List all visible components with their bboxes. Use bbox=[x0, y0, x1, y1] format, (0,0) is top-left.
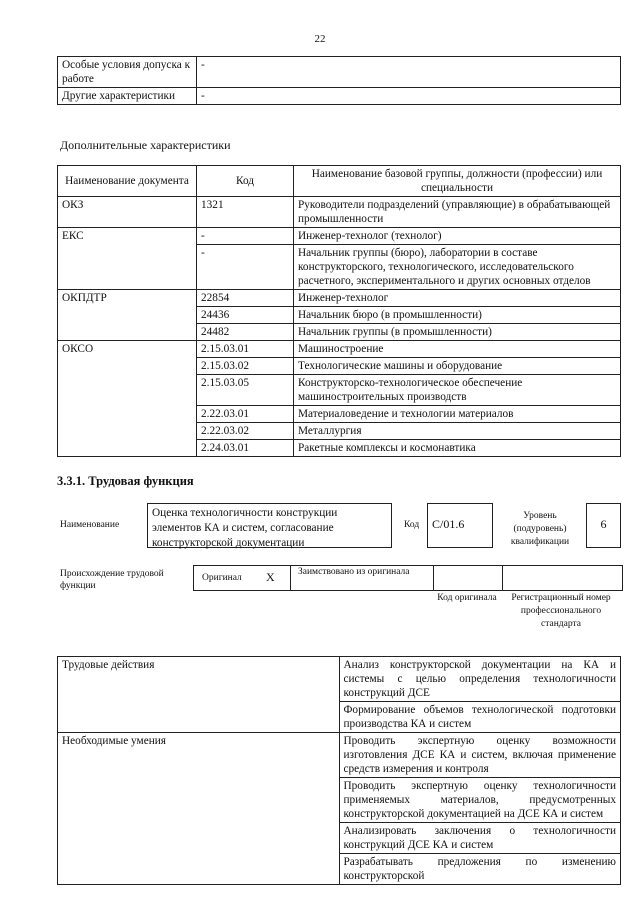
name-cell: Начальник группы (в промышленности) bbox=[294, 324, 621, 341]
item-cell: Разрабатывать предложения по изменению конструкторской bbox=[339, 854, 621, 885]
reg-number-label: Регистрационный номер профессионального стандарта bbox=[511, 593, 611, 629]
conditions-table bbox=[57, 56, 621, 105]
actions-table-body bbox=[58, 657, 621, 885]
item-cell: Анализ конструкторской документации на КА и системы с целью определения технологичности конструкций ДСЕ bbox=[339, 657, 621, 702]
group-label: Необходимые умения bbox=[58, 733, 340, 885]
divider bbox=[433, 566, 434, 590]
original-mark: X bbox=[266, 570, 275, 584]
name-cell: Технологические машины и оборудование bbox=[294, 358, 621, 375]
doc-cell: ЕКС bbox=[58, 228, 197, 290]
condition-value: - bbox=[197, 57, 621, 88]
actions-table bbox=[57, 656, 621, 885]
page-number: 22 bbox=[314, 33, 326, 45]
table-row bbox=[58, 341, 621, 358]
item-cell: Формирование объемов технологической подготовки производства КА и систем bbox=[339, 702, 621, 733]
code-cell: - bbox=[197, 228, 294, 245]
table-header-row bbox=[58, 166, 621, 197]
code-cell: 2.24.03.01 bbox=[197, 440, 294, 457]
code-cell: 2.15.03.02 bbox=[197, 358, 294, 375]
header-name: Наименование базовой группы, должности (профессии) или специальности bbox=[294, 166, 621, 197]
name-cell: Конструкторско-технологическое обеспечение машиностроительных производств bbox=[294, 375, 621, 406]
borrowed-label: Заимствовано из оригинала bbox=[298, 567, 410, 577]
name-cell: Инженер-технолог (технолог) bbox=[294, 228, 621, 245]
table-row bbox=[58, 57, 621, 88]
divider bbox=[290, 566, 291, 590]
code-original-label: Код оригинала bbox=[437, 593, 497, 603]
table-row bbox=[58, 228, 621, 245]
name-cell: Машиностроение bbox=[294, 341, 621, 358]
doc-cell: ОКПДТР bbox=[58, 290, 197, 341]
table-row bbox=[58, 290, 621, 307]
code-cell: 2.15.03.05 bbox=[197, 375, 294, 406]
group-label: Трудовые действия bbox=[58, 657, 340, 733]
name-cell: Ракетные комплексы и космонавтика bbox=[294, 440, 621, 457]
code-cell: - bbox=[197, 245, 294, 290]
name-label: Наименование bbox=[60, 520, 120, 530]
level-value: 6 bbox=[586, 503, 621, 548]
doc-cell: ОКСО bbox=[58, 341, 197, 457]
name-cell: Материаловедение и технологии материалов bbox=[294, 406, 621, 423]
table-row bbox=[58, 733, 621, 778]
name-cell: Начальник бюро (в промышленности) bbox=[294, 307, 621, 324]
code-cell: 24482 bbox=[197, 324, 294, 341]
condition-label: Другие характеристики bbox=[58, 88, 197, 105]
code-cell: 22854 bbox=[197, 290, 294, 307]
additional-table bbox=[57, 165, 621, 457]
additional-heading: Дополнительные характеристики bbox=[60, 138, 231, 152]
name-cell: Инженер-технолог bbox=[294, 290, 621, 307]
origin-label: Происхождение трудовой функции bbox=[60, 569, 164, 591]
code-cell: 2.22.03.02 bbox=[197, 423, 294, 440]
item-cell: Проводить экспертную оценку возможности изготовления ДСЕ КА и систем, включая применение средств измерения и контроля bbox=[339, 733, 621, 778]
code-cell: 24436 bbox=[197, 307, 294, 324]
divider bbox=[502, 566, 503, 590]
level-label: Уровень (подуровень) квалификации bbox=[510, 511, 570, 547]
condition-label: Особые условия допуска к работе bbox=[58, 57, 197, 88]
code-label: Код bbox=[404, 520, 420, 530]
function-code: C/01.6 bbox=[427, 503, 493, 548]
additional-table-body bbox=[58, 197, 621, 457]
name-cell: Руководители подразделений (управляющие) в обрабатывающей промышленности bbox=[294, 197, 621, 228]
code-cell: 2.22.03.01 bbox=[197, 406, 294, 423]
condition-value: - bbox=[197, 88, 621, 105]
origin-box bbox=[193, 565, 623, 591]
table-row bbox=[58, 197, 621, 228]
item-cell: Анализировать заключения о технологичности конструкций ДСЕ КА и систем bbox=[339, 823, 621, 854]
function-name: Оценка технологичности конструкции элементов КА и систем, согласование конструкторской документации bbox=[147, 503, 392, 548]
table-row bbox=[58, 88, 621, 105]
header-doc: Наименование документа bbox=[58, 166, 197, 197]
name-cell: Металлургия bbox=[294, 423, 621, 440]
original-label: Оригинал bbox=[202, 573, 242, 583]
table-row bbox=[58, 657, 621, 702]
name-cell: Начальник группы (бюро), лаборатории в составе конструкторского, технологического, исследовательского расчетного, экспериментального и других основных отделов bbox=[294, 245, 621, 290]
section-title: 3.3.1. Трудовая функция bbox=[57, 474, 194, 488]
code-cell: 2.15.03.01 bbox=[197, 341, 294, 358]
code-cell: 1321 bbox=[197, 197, 294, 228]
item-cell: Проводить экспертную оценку технологичности применяемых материалов, предусмотренных конструкторской документацией на ДСЕ КА и систем bbox=[339, 778, 621, 823]
doc-cell: ОКЗ bbox=[58, 197, 197, 228]
header-code: Код bbox=[197, 166, 294, 197]
